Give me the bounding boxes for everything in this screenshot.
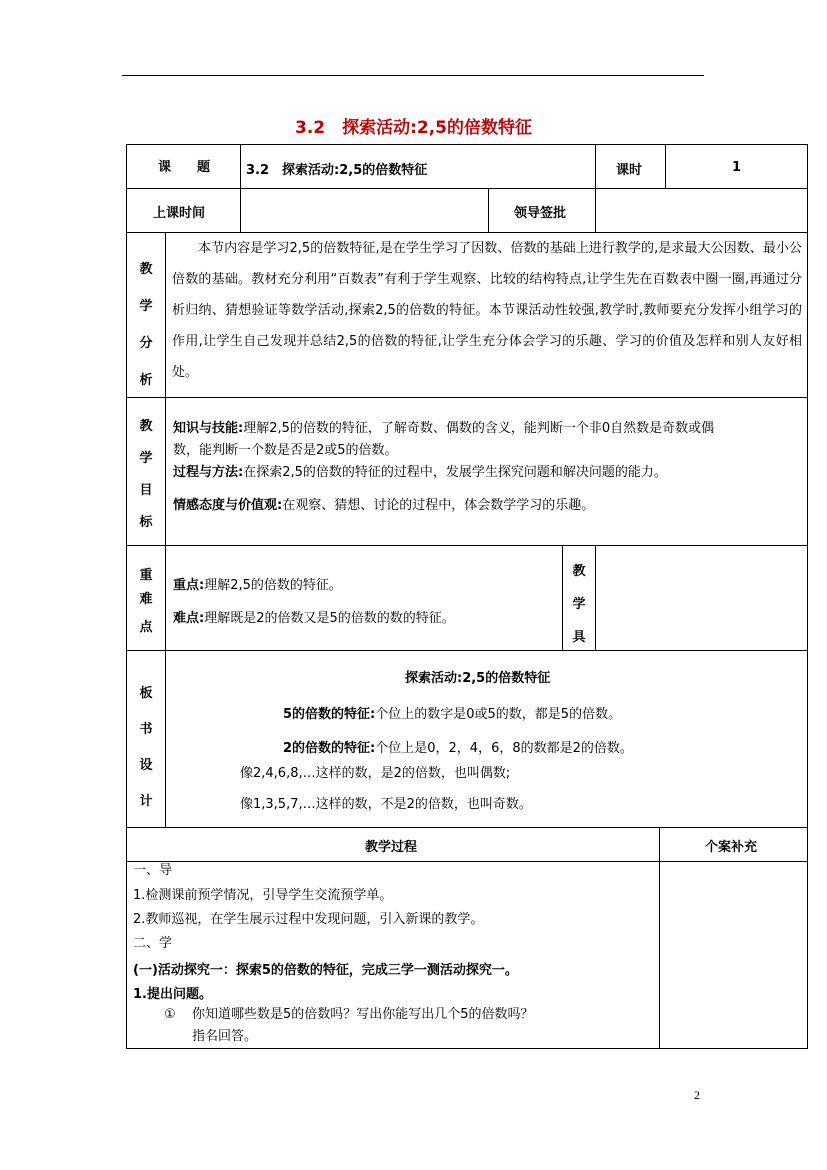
difficulty-point: 难点:理解既是2的倍数又是5的倍数的数的特征。 [173, 611, 455, 626]
activity-line: (一)活动探究一：探索5的倍数的特征，完成三学一测活动探究一。 [133, 963, 518, 978]
board-side-label: 板 书 设 计 [139, 686, 153, 809]
hours-label: 课时 [616, 163, 643, 178]
keypoints-side-label: 重 难 点 [139, 568, 153, 635]
process-goal: 过程与方法:在探索2,5的倍数的特征的过程中，发展学生探究问题和解决问题的能力。 [173, 465, 667, 480]
knowledge-goal: 知识与技能:理解2,5的倍数的特征，了解奇数、偶数的含义，能判断一个非0自然数是奇数或偶 [173, 421, 715, 436]
leader-label: 领导签批 [514, 206, 567, 221]
process-line: 一、导 [133, 863, 173, 878]
question-number: ① [164, 1007, 176, 1022]
answer-text: 指名回答。 [192, 1029, 258, 1044]
process-line: 二、学 [133, 936, 173, 951]
topic-label: 课 题 [158, 160, 211, 175]
question-text: 你知道哪些数是5的倍数吗？写出你能写出几个5的倍数吗？ [192, 1007, 534, 1022]
board-even-line: 像2,4,6,8,…这样的数，是2的倍数，也叫偶数; [240, 766, 511, 781]
process-line: 2.教师巡视，在学生展示过程中发现问题，引入新课的教学。 [133, 912, 484, 927]
focus-point: 重点:理解2,5的倍数的特征。 [173, 578, 342, 593]
analysis-side-label: 教 学 分 析 [139, 262, 153, 388]
top-rule [122, 75, 704, 76]
time-label: 上课时间 [153, 206, 206, 221]
step-line: 1.提出问题。 [133, 987, 212, 1002]
goals-side-label: 教 学 目 标 [139, 419, 153, 530]
page-number: 2 [694, 1088, 700, 1102]
board-heading: 探索活动:2,5的倍数特征 [405, 671, 551, 686]
emotion-goal: 情感态度与价值观:在观察、猜想、讨论的过程中，体会数学学习的乐趣。 [173, 498, 595, 513]
supplement-header: 个案补充 [705, 840, 758, 855]
knowledge-goal-cont: 数，能判断一个数是否是2或5的倍数。 [173, 443, 398, 458]
hours-value: 1 [732, 160, 742, 175]
process-header: 教学过程 [365, 840, 418, 855]
process-line: 1.检测课前预学情况，引导学生交流预学单。 [133, 888, 393, 903]
analysis-text: 本节内容是学习2,5的倍数特征,是在学生学习了因数、倍数的基础上进行教学的,是求最大公因数、最小公倍数的基础。教材充分利用“百数表”有利于学生观察、比较的结构特点,让学生先在百数表中圈一圈,再通过分析归纳、猜想验证等数学活动,探索2,5的倍数的特征。本节课活动性较强,教学时,教师要充分发挥小组学习的作用,让学生自己发现并总结2,5的倍数的特征,让学生充分体会学习的乐趣、学习的价值及怎样和别人友好相处。 [172, 241, 802, 380]
board-five-rule: 5的倍数的特征:个位上的数字是0或5的数，都是5的倍数。 [283, 707, 622, 722]
tools-side-label: 教 学 具 [572, 564, 586, 645]
page-title: 3.2 探索活动:2,5的倍数特征 [294, 118, 533, 138]
board-two-rule: 2的倍数的特征:个位上是0，2，4，6，8的数都是2的倍数。 [283, 741, 633, 756]
board-odd-line: 像1,3,5,7,…这样的数，不是2的倍数，也叫奇数。 [240, 797, 532, 812]
topic-value: 3.2 探索活动:2,5的倍数特征 [246, 163, 428, 178]
